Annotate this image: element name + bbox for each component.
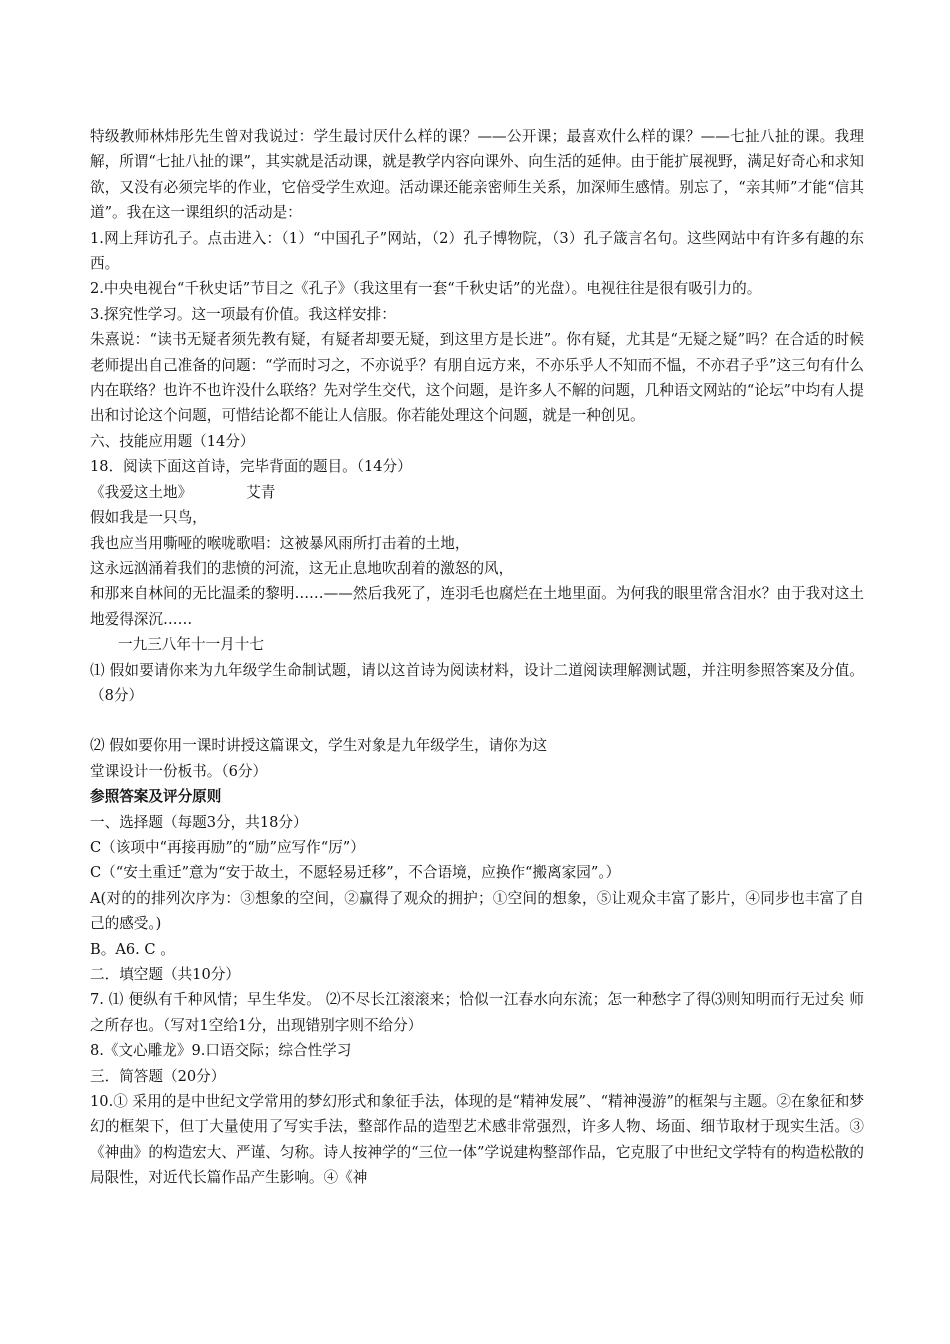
zhuxi-paragraph: 朱熹说：“读书无疑者须先教有疑，有疑者却要无疑，到这里方是长进”。你有疑，尤其是“无疑之疑”吗？在合适的时候老师提出自己准备的问题：“学而时习之，不亦说乎？有朋自远方来，不亦乐乎人不知而不愠，不亦君子乎”这三句有什么内在联络？也许不也许没什么联络？先对学生交代，这个问题，是许多人不解的问题，几种语文网站的“论坛”中均有人提出和讨论这个问题，可惜结论都不能让人信服。你若能处理这个问题，就是一种创见。 <box>90 331 864 425</box>
question-18-2-line-1: ⑵ 假如要你用一课时讲授这篇课文，学生对象是九年级学生，请你为这 <box>90 737 548 755</box>
question-18: 18．阅读下面这首诗，完毕背面的题目。（14分） <box>90 458 412 476</box>
answer-4: B。A6. C 。 <box>90 940 175 958</box>
poem-date: 一九三八年十一月十七 <box>118 636 264 654</box>
intro-paragraph: 特级教师林炜彤先生曾对我说过：学生最讨厌什么样的课？——公开课；最喜欢什么样的课？——七扯八扯的课。我理解，所谓“七扯八扯的课”，其实就是活动课，就是教学内容向课外、向生活的延伸。由于能扩展视野，满足好奇心和求知欲，又没有必须完毕的作业，它倍受学生欢迎。活动课还能亲密师生关系，加深师生感情。别忘了，“亲其师”才能“信其道”。我在这一课组织的活动是： <box>90 128 864 222</box>
answer-2: C（“安土重迁”意为“安于故土，不愿轻易迁移”，不合语境，应换作“搬离家园”。） <box>90 864 621 882</box>
poem-title: 《我爱这土地》 <box>90 483 193 501</box>
answers-section-1: 一、选择题（每题3分，共18分） <box>90 813 308 831</box>
section-6-heading: 六、技能应用题（14分） <box>90 432 255 450</box>
activity-2: 2.中央电视台“千秋史话”节目之《孔子》（我这里有一套“千秋史话”的光盘）。电视往往是很有吸引力的。 <box>90 280 762 298</box>
poem-line-1: 假如我是一只鸟， <box>90 509 207 527</box>
poem-line-3: 这永远汹涌着我们的悲愤的河流，这无止息地吹刮着的激怒的风， <box>90 559 514 577</box>
answer-8: 8.《文心雕龙》9.口语交际；综合性学习 <box>90 1042 352 1060</box>
poem-line-2: 我也应当用嘶哑的喉咙歌唱：这被暴风雨所打击着的土地， <box>90 534 470 552</box>
answers-section-2: 二．填空题（共10分） <box>90 966 240 983</box>
answer-1: C（该项中“再接再励”的“励”应写作“厉”） <box>90 838 365 856</box>
poem-author: 艾青 <box>246 483 276 501</box>
poem-title-line <box>90 480 864 505</box>
document-body <box>90 124 864 1191</box>
question-18-2-line-2: 堂课设计一份板书。（6分） <box>90 762 268 780</box>
answer-7: 7. ⑴ 便纵有千种风情；早生华发。 ⑵不尽长江滚滚来；恰似一江春水向东流；怎一种愁字了得⑶则知明而行无过矣 师之所存也。（写对1空给1分，出现错别字则不给分） <box>90 991 864 1034</box>
activity-3: 3.探究性学习。这一项最有价值。我这样安排： <box>90 305 396 323</box>
question-18-1: ⑴ 假如要请你来为九年级学生命制试题，请以这首诗为阅读材料，设计二道阅读理解测试题，并注明参照答案及分值。（8分） <box>90 661 864 704</box>
answers-section-3: 三．简答题（20分） <box>90 1067 226 1085</box>
poem-line-4: 和那来自林间的无比温柔的黎明……——然后我死了，连羽毛也腐烂在土地里面。为何我的眼里常含泪水？由于我对这土地爱得深沉…… <box>90 585 864 628</box>
answers-title: 参照答案及评分原则 <box>90 788 222 806</box>
activity-1: 1.网上拜访孔子。点击进入：（1）“中国孔子”网站，（2）孔子博物院，（3）孔子箴言名句。这些网站中有许多有趣的东西。 <box>90 229 864 273</box>
answer-10: 10.① 采用的是中世纪文学常用的梦幻形式和象征手法，体现的是“精神发展”、“精神漫游”的框架与主题。②在象征和梦幻的框架下，但丁大量使用了写实手法，整部作品的造型艺术感非常强烈，许多人物、场面、细节取材于现实生活。③《神曲》的构造宏大、严谨、匀称。诗人按神学的“三位一体”学说建构整部作品，它克服了中世纪文学特有的构造松散的局限性，对近代长篇作品产生影响。④《神 <box>90 1093 864 1187</box>
blank-line <box>90 708 864 733</box>
answer-3: A(对的的排列次序为：③想象的空间，②赢得了观众的拥护；①空间的想象，⑤让观众丰富了影片，④同步也丰富了自己的感受。) <box>90 889 864 933</box>
